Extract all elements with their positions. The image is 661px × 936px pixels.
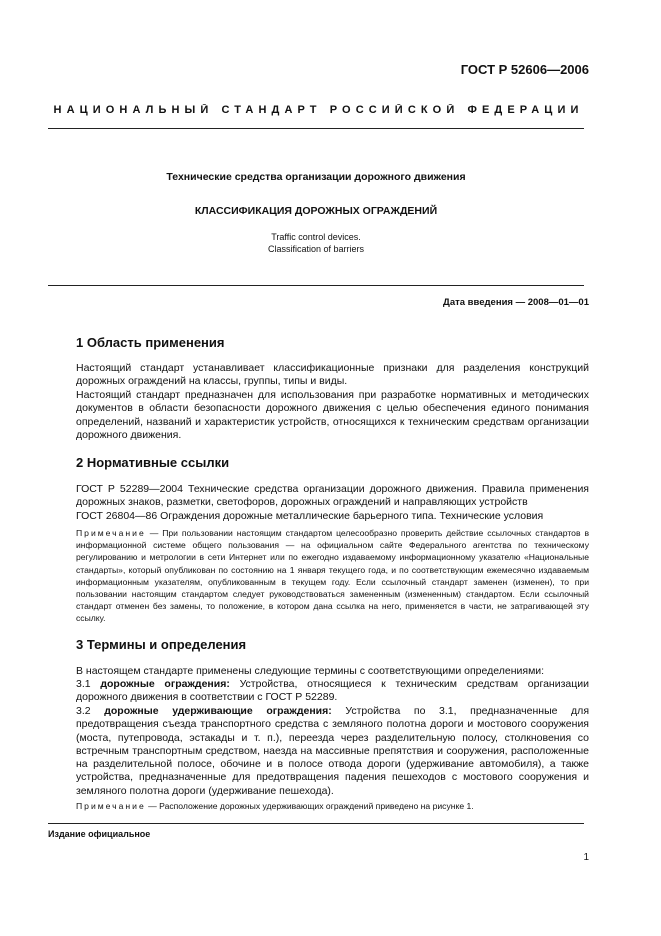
footer-rule xyxy=(48,823,584,824)
section1-paragraph1 xyxy=(76,362,589,389)
introduction-date: Дата введения — 2008—01—01 xyxy=(443,297,589,308)
title-english-line2: Classification of barriers xyxy=(267,244,365,254)
section2-note xyxy=(76,527,589,625)
section2-note-label: Примечание xyxy=(76,528,146,538)
official-edition-label: Издание официальное xyxy=(48,829,151,839)
title-english-line1: Traffic control devices. xyxy=(271,232,361,242)
section3-note-label: Примечание xyxy=(76,801,146,811)
term-3-2-definition: Устройства по 3.1, предназначенные для предотвращения съезда транспортного средства с земляного полотна дороги и мостового сооружения (моста, путепровода, эстакады и т. п.), переезда через разделительную полосу, столкновения со встречным транспортным средством, наезда на массивные препятствия и сооружения, расположенные на разделительной полосе, обочине и в полосе отвода дороги (удерживание автомобиля), а также устройства, предназначенные для предотвращения падения пешеходов с мостового сооружения и земляного полотна дороги (удерживание пешехода). xyxy=(76,705,589,797)
title-main: КЛАССИФИКАЦИЯ ДОРОЖНЫХ ОГРАЖДЕНИЙ xyxy=(194,205,438,217)
section1-paragraph2 xyxy=(76,389,589,442)
title-category: Технические средства организации дорожного движения xyxy=(166,171,466,183)
document-id: ГОСТ Р 52606—2006 xyxy=(460,62,589,77)
term-3-2-term: дорожные удерживающие ограждения: xyxy=(104,705,332,717)
top-rule xyxy=(48,128,584,129)
section3-heading: 3 Термины и определения xyxy=(76,637,247,652)
section2-note-text: — При пользовании настоящим стандартом целесообразно проверить действие ссылочных стандартов в информационной системе общего пользования — на официальном сайте Федерального агентства по техническому регулированию и метрологии в сети Интернет или по ежегодно издаваемому информационному указателю «Национальные стандарты», который опубликован по состоянию на 1 января текущего года, и по соответствующим ежемесячно издаваемым информационным указателям, опубликованным в текущем году. Если ссылочный стандарт заменен (изменен), то при пользовании настоящим стандартом следует руководствоваться замененным (измененным) стандартом. Если ссылочный стандарт отменен без замены, то положение, в котором дана ссылка на него, применяется в части, не затрагивающей эту ссылку. xyxy=(76,528,590,624)
term-3-1-definition: Устройства, относящиеся к техническим средствам организации дорожного движения в соответствии с ГОСТ Р 52289. xyxy=(76,678,589,704)
title-english xyxy=(48,231,584,255)
term-3-1-term: дорожные ограждения: xyxy=(100,678,230,690)
page-number: 1 xyxy=(583,852,589,863)
section2-ref1: ГОСТ Р 52289—2004 Технические средства организации дорожного движения. Правила применения дорожных знаков, разметки, светофоров, дорожных ограждений и направляющих устройств xyxy=(76,483,589,509)
term-3-1-number: 3.1 xyxy=(76,678,91,690)
section2-heading: 2 Нормативные ссылки xyxy=(76,455,230,470)
national-standard-banner: НАЦИОНАЛЬНЫЙ СТАНДАРТ РОССИЙСКОЙ ФЕДЕРАЦИИ xyxy=(53,104,584,116)
section3-note xyxy=(76,800,589,812)
section3-intro: В настоящем стандарте применены следующие термины с соответствующими определениями: xyxy=(76,665,545,677)
title-rule xyxy=(48,285,584,286)
term-3-2-number: 3.2 xyxy=(76,705,91,717)
section1-paragraph2-text: Настоящий стандарт предназначен для использования при разработке нормативных и методических документов в области безопасности дорожного движения с целью обеспечения единого понимания определений, названий и характеристик устройств, относящихся к техническим средствам организации дорожного движения. xyxy=(76,389,589,441)
section2-ref2: ГОСТ 26804—86 Ограждения дорожные металлические барьерного типа. Технические условия xyxy=(76,510,544,522)
section1-heading: 1 Область применения xyxy=(76,335,225,350)
section3-note-text: — Расположение дорожных удерживающих ограждений приведено на рисунке 1. xyxy=(148,801,474,811)
term-3-1 xyxy=(76,678,589,705)
term-3-2 xyxy=(76,705,589,798)
section1-paragraph1-text: Настоящий стандарт устанавливает классификационные признаки для разделения конструкций дорожных ограждений на классы, группы, типы и виды. xyxy=(76,362,589,388)
